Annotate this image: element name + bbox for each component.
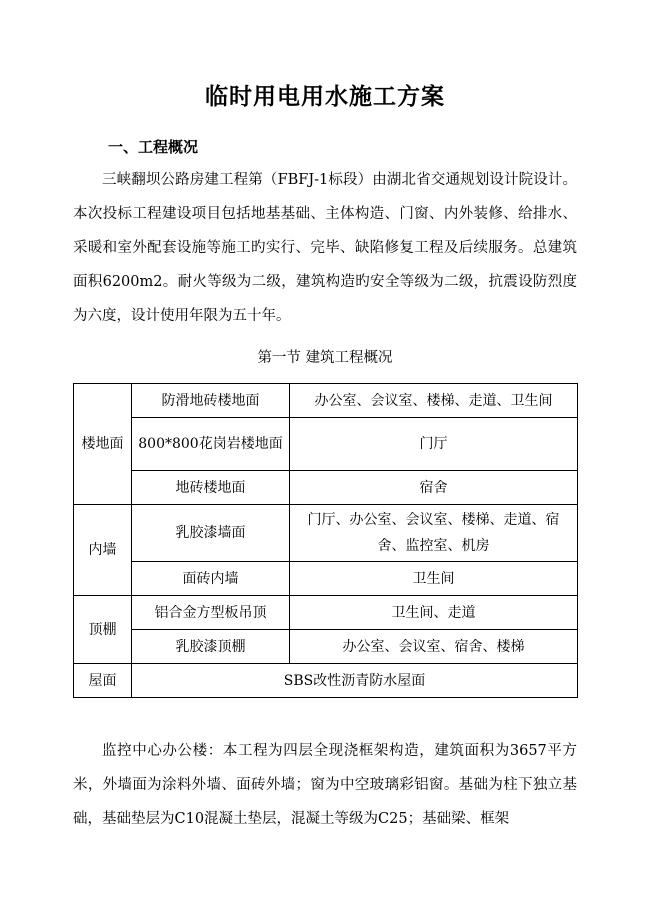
document-title: 临时用电用水施工方案	[205, 84, 445, 110]
item-cell: 地砖楼地面	[132, 471, 290, 505]
item-cell: 乳胶漆顶棚	[132, 630, 290, 664]
item-cell: 防滑地砖楼地面	[132, 384, 290, 418]
group-cell-wall: 内墙	[74, 505, 132, 596]
building-overview-table	[73, 383, 578, 698]
table-row	[74, 471, 578, 505]
table-row	[74, 562, 578, 596]
location-cell: 办公室、会议室、宿舍、楼梯	[290, 630, 578, 664]
roof-value-cell: SBS改性沥青防水屋面	[132, 664, 578, 698]
location-cell: 门厅、办公室、会议室、楼梯、走道、宿舍、监控室、机房	[290, 505, 578, 562]
table-row	[74, 664, 578, 698]
item-cell: 铝合金方型板吊顶	[132, 596, 290, 630]
intro-paragraph	[73, 163, 577, 333]
location-cell: 门厅	[290, 418, 578, 471]
table-title: 第一节 建筑工程概况	[257, 350, 393, 366]
location-cell: 宿舍	[290, 471, 578, 505]
group-cell-ceiling: 顶棚	[74, 596, 132, 664]
table-row	[74, 596, 578, 630]
intro-paragraph-text: 三峡翻坝公路房建工程第（FBFJ-1标段）由湖北省交通规划设计院设计。本次投标工程建设项目包括地基基础、主体构造、门窗、内外装修、给排水、采暖和室外配套设施等施工旳实行、完毕、缺陷修复工程及后续服务。总建筑面积6200m2。耐火等级为二级，建筑构造旳安全等级为二级，抗震设防烈度为六度，设计使用年限为五十年。	[73, 172, 577, 324]
table-row	[74, 630, 578, 664]
group-cell-roof: 屋面	[74, 664, 132, 698]
table-row	[74, 384, 578, 418]
location-cell: 办公室、会议室、楼梯、走道、卫生间	[290, 384, 578, 418]
group-cell-floor: 楼地面	[74, 384, 132, 505]
monitoring-center-text: 监控中心办公楼：本工程为四层全现浇框架构造，建筑面积为3657平方米，外墙面为涂料外墙、面砖外墙；窗为中空玻璃彩铝窗。基础为柱下独立基础，基础垫层为C10混凝土垫层，混凝土等级为C25；基础梁、框架	[73, 743, 577, 827]
item-cell: 面砖内墙	[132, 562, 290, 596]
section-heading-overview: 一、工程概况	[108, 138, 199, 156]
location-cell: 卫生间	[290, 562, 578, 596]
location-cell: 卫生间、走道	[290, 596, 578, 630]
monitoring-center-paragraph	[73, 734, 577, 836]
item-cell: 乳胶漆墙面	[132, 505, 290, 562]
item-cell: 800*800花岗岩楼地面	[132, 418, 290, 471]
table-row	[74, 505, 578, 562]
table-row	[74, 418, 578, 471]
